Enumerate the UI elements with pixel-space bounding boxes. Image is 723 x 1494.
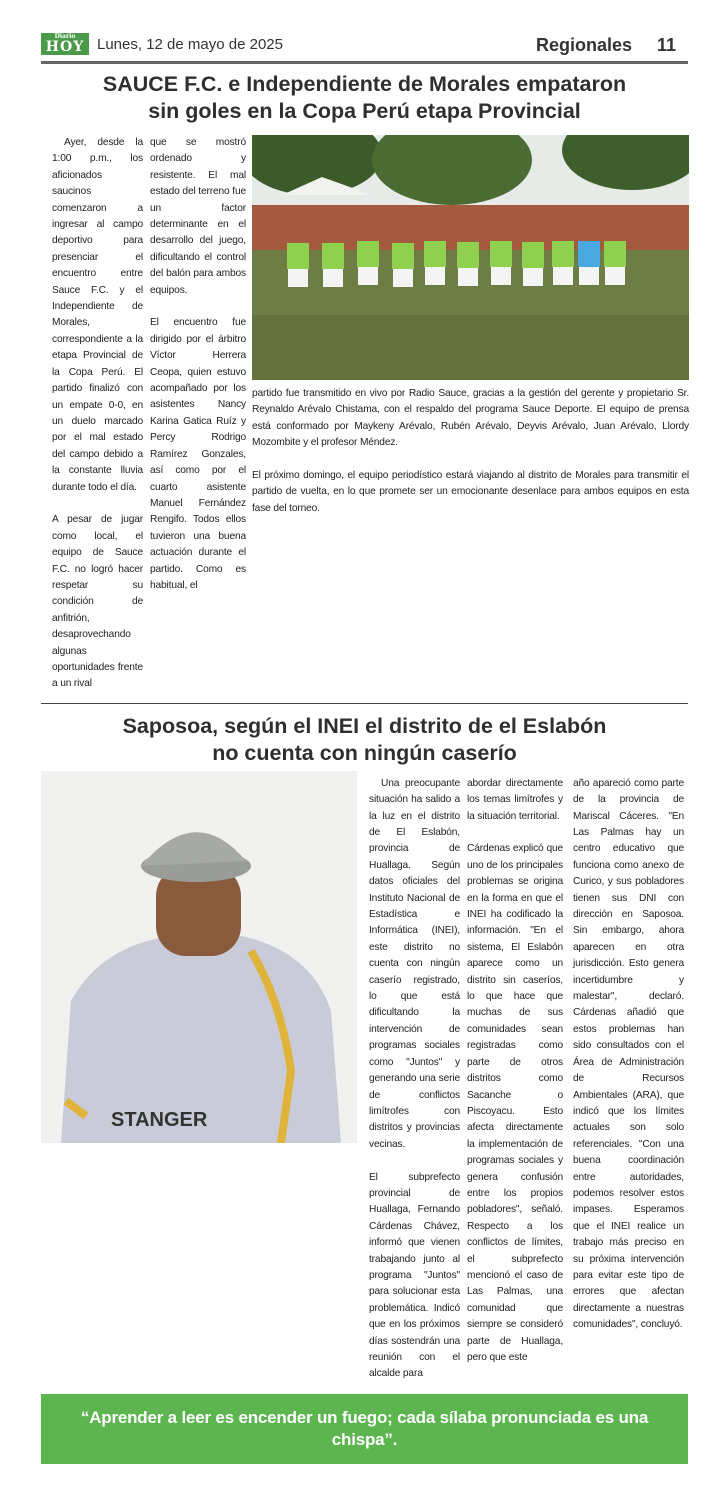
shirt-text: STANGER [111,1108,208,1131]
article2-column-1 [369,776,460,1383]
team-photo [252,135,689,380]
article-divider [41,703,688,704]
quote-banner [41,1394,688,1464]
paragraph: El encuentro fue dirigido por el árbitro Víctor Herrera Ceopa, quien estuvo acompañado por los asistentes Nancy Karina Gatica Ruíz y Percy Rodrigo Ramírez Gonzales, así como por el cuarto asistente Manuel Fernández Rengifo. Todos ellos tuvieron una buena actuación durante el partido. Como es habitual, el [150,317,246,591]
headline-line: Saposoa, según el INEI el distrito de el Eslabón [122,713,607,738]
header-rule [41,61,688,64]
paragraph: que se mostró ordenado y resistente. El mal estado del terreno fue un factor determinante en el desarrollo del juego, dificultando el control del balón para ambos equipos. [150,137,246,296]
paragraph: Cárdenas explicó que uno de los principales problemas se origina en la forma en que el INEI ha codificado la información. "En el sistema, El Eslabón aparece como un distrito sin caseríos, lo que hace que muchas de sus comunidades sean registradas como parte de otros distritos como Sacanche o Piscoyacu. Esto afecta directamente la implementación de programas sociales y genera confusión entre los propios pobladores", señaló. Respecto a los conflictos de límites, el subprefecto mencionó el caso de Las Palmas, una comunidad que siempre se consideró parte de Huallaga, pero que este [467,843,563,1363]
paragraph: año apareció como parte de la provincia de Mariscal Cáceres. "En Las Palmas hay un centro educativo que funciona como anexo de Curico, y sus pobladores tienen sus DNI con dirección en Saposoa. Sin embargo, ahora aparecen en otra jurisdicción. Esto genera incertidumbre y malestar", declaró. Cárdenas añadió que estos problemas han sido consultados con el Área de Administración de Recursos Ambientales (ARA), que indicó que los límites actuales son solo referenciales. "Con una buena coordinación entre autoridades, podemos resolver estos impases. Esperamos que el INEI realice un trabajo más preciso en su próxima intervención para evitar este tipo de errores que afectan directamente a nuestras comunidades", concluyó. [573,777,684,1331]
article2-headline [41,713,688,767]
headline-line: SAUCE F.C. e Independiente de Morales empataron [102,72,627,96]
quote-text: “Aprender a leer es encender un fuego; cada sílaba pronunciada es una chispa”. [80,1407,649,1449]
article1-right-block [252,135,689,517]
article1-headline [41,71,688,125]
paragraph: partido fue transmitido en vivo por Radio Sauce, gracias a la gestión del gerente y propietario Sr. Reynaldo Arévalo Chistama, con el respaldo del programa Sauce Deporte. El equipo de prensa está conformado por Maykeny Arévalo, Rubén Arévalo, Deyvis Arévalo, Juan Arévalo, Llordy Mozombite y el profesor Méndez. [252,388,689,449]
subprefect-photo [41,771,357,1143]
paragraph: abordar directamente los temas limítrofes y la situación territorial. [467,777,563,822]
article1-column-2 [150,135,246,594]
article1-column-1 [52,135,143,693]
article1-wide-text [252,386,689,517]
diario-hoy-logo [41,33,89,55]
headline-line: no cuenta con ningún caserío [212,740,517,765]
team-photo-illustration [252,135,689,380]
issue-date: Lunes, 12 de mayo de 2025 [97,36,283,53]
paragraph: Ayer, desde la 1:00 p.m., los aficionados saucinos comenzaron a ingresar al campo deportivo para presenciar el encuentro entre Sauce F.C. y el Independiente de Morales, correspondiente a la etapa Provincial de la Copa Perú. El partido finalizó con un empate 0-0, en un duelo marcado por el mal estado del campo debido a la constante lluvia durante todo el día. [52,137,143,493]
paragraph: A pesar de jugar como local, el equipo de Sauce F.C. no logró hacer respetar su condición de anfitrión, desaprovechando algunas oportunidades frente a un rival [52,514,143,690]
logo-small-text: Diario [54,33,76,40]
logo-big-text: HOY [45,39,85,55]
paragraph: El próximo domingo, el equipo periodístico estará viajando al distrito de Morales para transmitir el partido de vuelta, en lo que promete ser un emocionante desenlace para ambos equipos en esta fase del torneo. [252,470,689,514]
section-name: Regionales [536,35,633,55]
article2-column-3 [573,776,684,1334]
masthead [41,33,688,61]
paragraph: Una preocupante situación ha salido a la luz en el distrito de El Eslabón, provincia de Huallaga. Según datos oficiales del Instituto Nacional de Estadística e Informática (INEI), este distrito no cuenta con ningún caserío registrado, lo que está dificultando la intervención de programas sociales como "Juntos" y generando una serie de conflictos limítrofes con distritos y provincias vecinas. [369,777,460,1150]
article2-body [41,771,688,1383]
subprefect-photo-illustration [41,771,357,1143]
article2-column-2 [467,776,563,1367]
article1-body [41,135,688,693]
headline-line: sin goles en la Copa Perú etapa Provincial [148,99,581,123]
page-number: 11 [657,35,677,55]
paragraph: El subprefecto provincial de Huallaga, Fernando Cárdenas Chávez, informó que vienen trabajando junto al programa "Juntos" para solucionar esta problemática. Indicó que en los próximos días sostendrán una reunión con el alcalde para [369,1171,460,1380]
